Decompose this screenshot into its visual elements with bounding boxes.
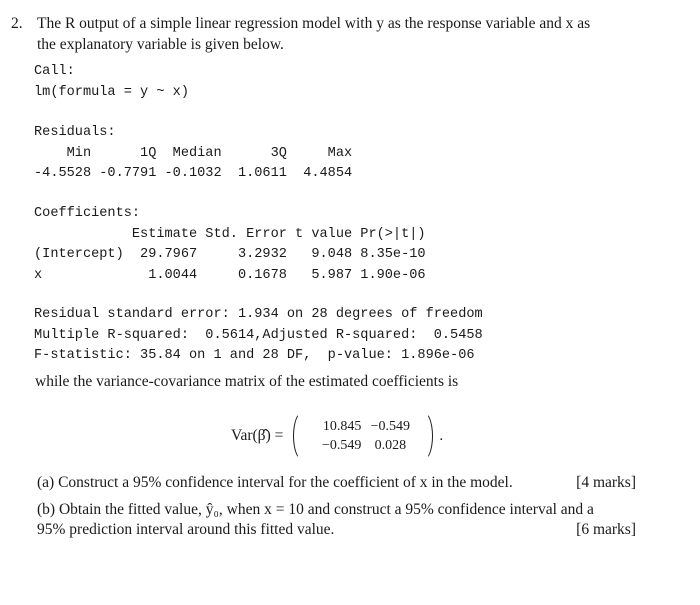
question-intro-line-1: The R output of a simple linear regression model with y as the response variable and x as [37,15,591,32]
part-b-line-1: (b) Obtain the fitted value, ŷ₀, when x = 10 and construct a 95% confidence interval and a [37,501,594,518]
r-residuals-header: Min 1Q Median 3Q Max [34,146,353,161]
r-r-squared: Multiple R-squared: 0.5614,Adjusted R-squared: 0.5458 [34,328,483,343]
variance-matrix [303,419,423,454]
question-number: 2. [11,15,23,32]
part-a-marks: [4 marks] [576,474,636,491]
matrix-cell-22: 0.028 [374,437,407,453]
vcov-intro-text: while the variance-covariance matrix of the estimated coefficients is [35,373,459,390]
matrix-trailing-period: . [439,427,444,444]
matrix-cell-21: −0.549 [321,437,362,453]
r-coefficients-label: Coefficients: [34,206,141,221]
r-f-statistic: F-statistic: 35.84 on 1 and 28 DF, p-value: 1.896e-06 [34,348,475,363]
variance-matrix-equation [231,408,443,464]
r-call-label: Call: [34,64,75,79]
right-paren-icon [423,411,437,461]
r-coef-x-row: x 1.0044 0.1678 5.987 1.90e-06 [34,268,426,283]
r-coef-intercept-row: (Intercept) 29.7967 3.2932 9.048 8.35e-10 [34,247,426,262]
r-residuals-values: -4.5528 -0.7791 -0.1032 1.0611 4.4854 [34,166,353,181]
r-call-formula: lm(formula = y ~ x) [34,85,189,100]
part-a-text: (a) Construct a 95% confidence interval for the coefficient of x in the model. [37,474,513,491]
left-paren-icon [289,411,303,461]
variance-label: Var(β̂) = [231,427,284,444]
matrix-cell-12: −0.549 [370,418,411,434]
part-b-marks: [6 marks] [576,521,636,538]
part-b-line-2: 95% prediction interval around this fitted value. [37,521,335,538]
r-residuals-label: Residuals: [34,125,116,140]
r-coef-header: Estimate Std. Error t value Pr(>|t|) [34,227,426,242]
matrix-cell-11: 10.845 [322,418,362,434]
question-intro-line-2: the explanatory variable is given below. [37,36,284,53]
r-residual-standard-error: Residual standard error: 1.934 on 28 degrees of freedom [34,307,483,322]
